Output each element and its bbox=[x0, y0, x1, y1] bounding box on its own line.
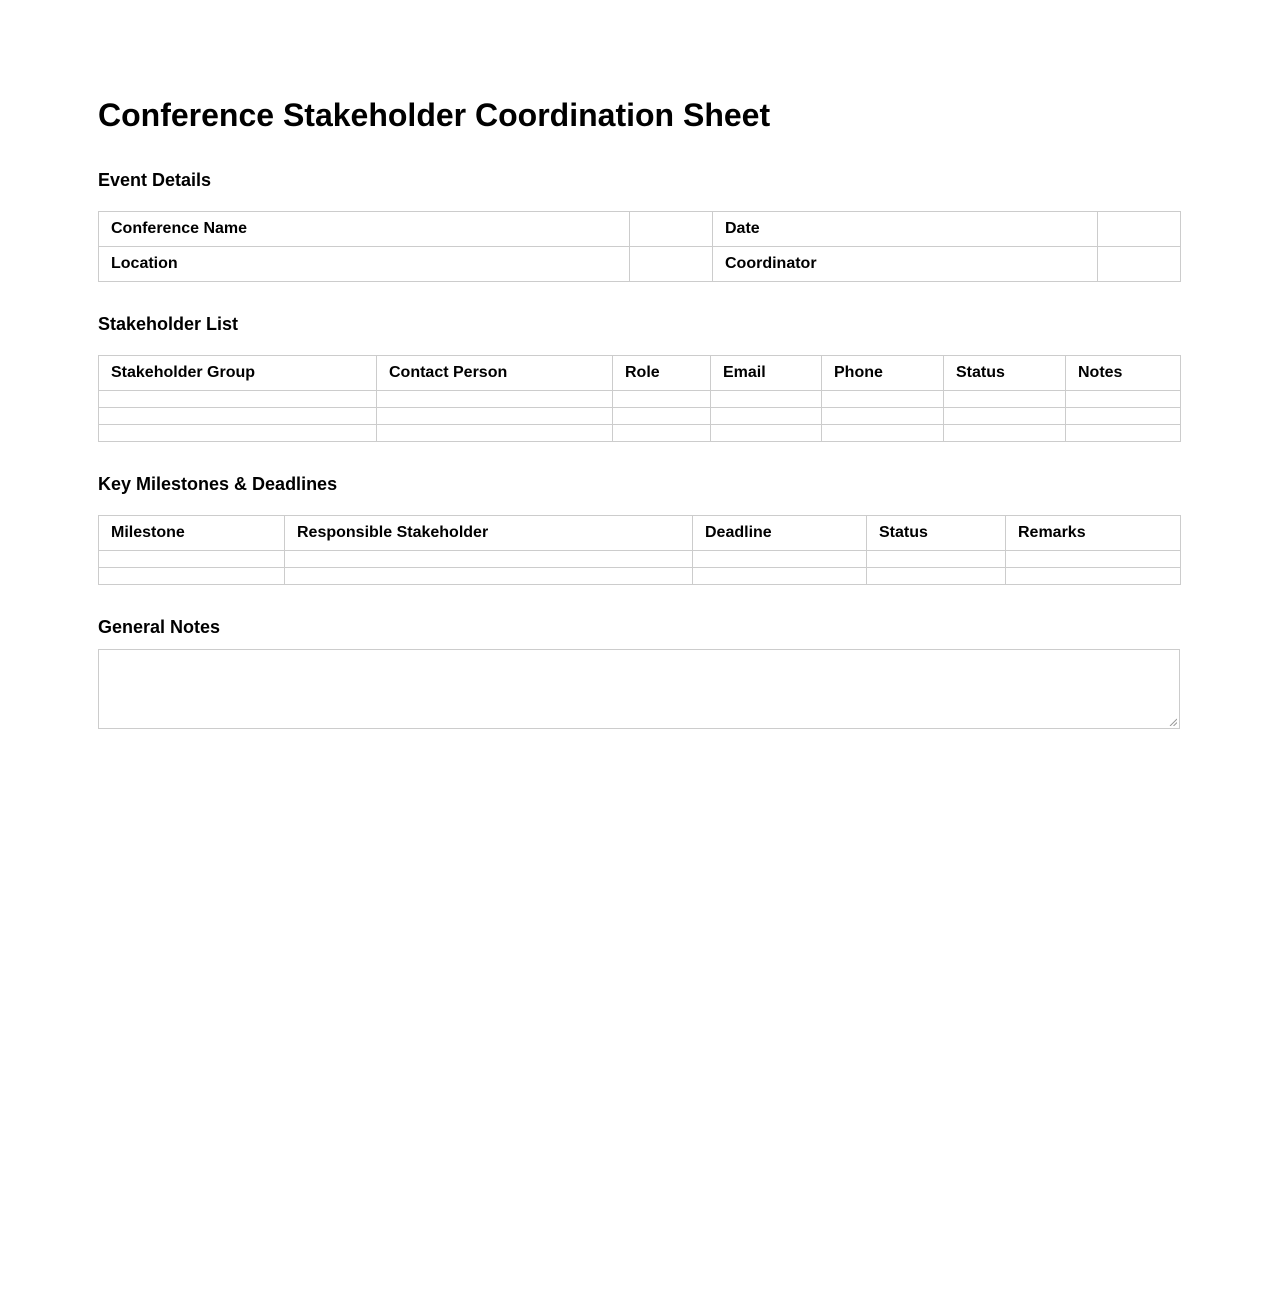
table-cell[interactable] bbox=[711, 391, 822, 408]
table-row bbox=[99, 391, 1181, 408]
table-cell[interactable] bbox=[867, 568, 1006, 585]
table-cell[interactable] bbox=[822, 391, 944, 408]
table-cell[interactable] bbox=[613, 391, 711, 408]
general-notes-textarea[interactable] bbox=[98, 649, 1180, 729]
table-cell[interactable] bbox=[944, 425, 1066, 442]
table-cell[interactable] bbox=[944, 408, 1066, 425]
table-cell[interactable] bbox=[1066, 408, 1181, 425]
table-cell[interactable] bbox=[377, 425, 613, 442]
table-cell[interactable] bbox=[99, 551, 285, 568]
table-cell[interactable] bbox=[1066, 425, 1181, 442]
table-row bbox=[99, 551, 1181, 568]
table-cell[interactable] bbox=[1066, 391, 1181, 408]
milestones-header-row bbox=[99, 516, 1181, 551]
coordinator-label: Coordinator bbox=[713, 247, 1098, 282]
table-cell[interactable] bbox=[822, 425, 944, 442]
column-header-remarks: Remarks bbox=[1006, 516, 1181, 551]
table-cell[interactable] bbox=[99, 391, 377, 408]
location-value[interactable] bbox=[630, 247, 713, 282]
column-header-contact-person: Contact Person bbox=[377, 356, 613, 391]
event-details-row bbox=[99, 247, 1181, 282]
date-label: Date bbox=[713, 212, 1098, 247]
table-cell[interactable] bbox=[693, 551, 867, 568]
column-header-notes: Notes bbox=[1066, 356, 1181, 391]
column-header-milestone: Milestone bbox=[99, 516, 285, 551]
table-cell[interactable] bbox=[377, 408, 613, 425]
table-cell[interactable] bbox=[285, 551, 693, 568]
table-row bbox=[99, 568, 1181, 585]
event-details-table bbox=[98, 211, 1181, 282]
event-details-row bbox=[99, 212, 1181, 247]
table-cell[interactable] bbox=[377, 391, 613, 408]
table-cell[interactable] bbox=[867, 551, 1006, 568]
stakeholder-list-table bbox=[98, 355, 1181, 442]
table-cell[interactable] bbox=[711, 425, 822, 442]
stakeholder-list-heading: Stakeholder List bbox=[98, 314, 239, 334]
table-cell[interactable] bbox=[822, 408, 944, 425]
table-cell[interactable] bbox=[613, 425, 711, 442]
table-cell[interactable] bbox=[99, 568, 285, 585]
column-header-status: Status bbox=[867, 516, 1006, 551]
column-header-stakeholder-group: Stakeholder Group bbox=[99, 356, 377, 391]
milestones-table bbox=[98, 515, 1181, 585]
table-cell[interactable] bbox=[711, 408, 822, 425]
table-cell[interactable] bbox=[285, 568, 693, 585]
table-cell[interactable] bbox=[613, 408, 711, 425]
column-header-email: Email bbox=[711, 356, 822, 391]
table-row bbox=[99, 425, 1181, 442]
table-cell[interactable] bbox=[693, 568, 867, 585]
table-cell[interactable] bbox=[99, 408, 377, 425]
conference-name-label: Conference Name bbox=[99, 212, 630, 247]
resize-grip-icon[interactable] bbox=[1169, 718, 1177, 726]
page-title: Conference Stakeholder Coordination Sheet bbox=[98, 97, 771, 133]
column-header-status: Status bbox=[944, 356, 1066, 391]
general-notes-heading: General Notes bbox=[98, 617, 221, 637]
column-header-deadline: Deadline bbox=[693, 516, 867, 551]
location-label: Location bbox=[99, 247, 630, 282]
column-header-phone: Phone bbox=[822, 356, 944, 391]
table-cell[interactable] bbox=[944, 391, 1066, 408]
column-header-responsible-stakeholder: Responsible Stakeholder bbox=[285, 516, 693, 551]
column-header-role: Role bbox=[613, 356, 711, 391]
stakeholder-header-row bbox=[99, 356, 1181, 391]
table-cell[interactable] bbox=[1006, 568, 1181, 585]
table-cell[interactable] bbox=[1006, 551, 1181, 568]
table-row bbox=[99, 408, 1181, 425]
date-value[interactable] bbox=[1098, 212, 1181, 247]
table-cell[interactable] bbox=[99, 425, 377, 442]
milestones-heading: Key Milestones & Deadlines bbox=[98, 474, 338, 494]
conference-name-value[interactable] bbox=[630, 212, 713, 247]
event-details-heading: Event Details bbox=[98, 170, 212, 190]
coordinator-value[interactable] bbox=[1098, 247, 1181, 282]
